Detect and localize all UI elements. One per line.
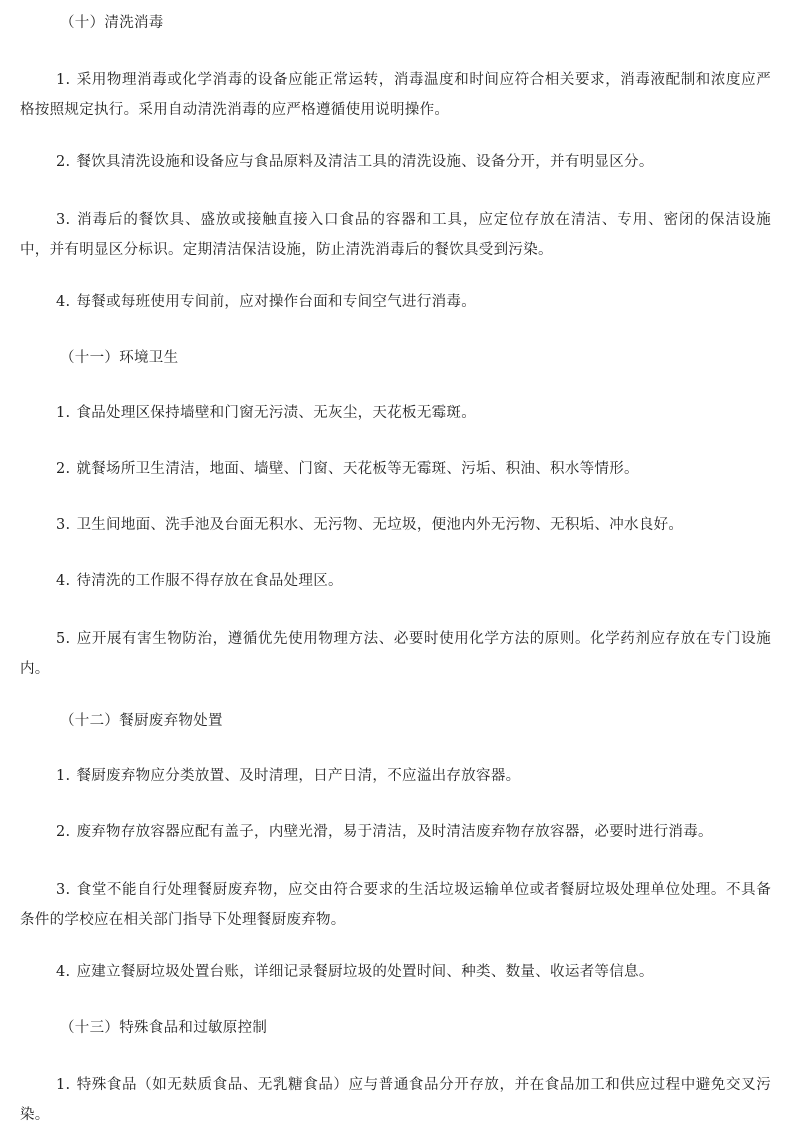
item-text: 应开展有害生物防治，遵循优先使用物理方法、必要时使用化学方法的原则。化学药剂应存放在专门设施内。: [20, 631, 771, 677]
section-kitchen-waste-disposal: [20, 708, 771, 986]
item-text: 应建立餐厨垃圾处置台账，详细记录餐厨垃圾的处置时间、种类、数量、收运者等信息。: [76, 964, 654, 980]
paragraph: [20, 763, 771, 790]
item-number: 3.: [56, 212, 71, 228]
item-text: 食堂不能自行处理餐厨废弃物，应交由符合要求的生活垃圾运输单位或者餐厨垃圾处理单位处理。不具备条件的学校应在相关部门指导下处理餐厨废弃物。: [20, 882, 771, 928]
section-cleaning-disinfection: [20, 10, 771, 316]
item-number: 1.: [56, 72, 71, 88]
item-number: 4.: [56, 294, 71, 310]
item-text: 食品处理区保持墙壁和门窗无污渍、无灰尘，天花板无霉斑。: [76, 405, 477, 421]
section-environmental-hygiene: [20, 345, 771, 684]
item-number: 4.: [56, 573, 71, 589]
section-heading: （十一）环境卫生: [60, 350, 179, 366]
item-number: 1.: [56, 405, 71, 421]
paragraph: [20, 512, 771, 539]
paragraph: [20, 1070, 771, 1130]
item-number: 2.: [56, 824, 71, 840]
paragraph: [20, 400, 771, 427]
item-text: 消毒后的餐饮具、盛放或接触直接入口食品的容器和工具，应定位存放在清洁、专用、密闭的保洁设施中，并有明显区分标识。定期清洁保洁设施，防止清洗消毒后的餐饮具受到污染。: [20, 212, 771, 258]
item-number: 1.: [56, 768, 71, 784]
paragraph: [20, 149, 771, 176]
section-special-food-allergen-control: [20, 1015, 771, 1130]
item-number: 3.: [56, 882, 71, 898]
item-text: 就餐场所卫生清洁，地面、墙壁、门窗、天花板等无霉斑、污垢、积油、积水等情形。: [76, 461, 639, 477]
item-number: 5.: [56, 631, 71, 647]
paragraph: [20, 875, 771, 935]
item-number: 1.: [56, 1077, 71, 1093]
item-text: 餐饮具清洗设施和设备应与食品原料及清洁工具的清洗设施、设备分开，并有明显区分。: [76, 154, 654, 170]
item-number: 3.: [56, 517, 71, 533]
item-text: 废弃物存放容器应配有盖子，内壁光滑，易于清洁，及时清洁废弃物存放容器，必要时进行消毒。: [76, 824, 713, 840]
item-text: 特殊食品（如无麸质食品、无乳糖食品）应与普通食品分开存放，并在食品加工和供应过程中避免交叉污染。: [20, 1077, 771, 1123]
item-text: 每餐或每班使用专间前，应对操作台面和专间空气进行消毒。: [76, 294, 477, 310]
section-heading: （十二）餐厨废弃物处置: [60, 713, 223, 729]
section-heading: （十三）特殊食品和过敏原控制: [60, 1020, 268, 1036]
paragraph: [20, 568, 771, 595]
paragraph: [20, 289, 771, 316]
item-number: 2.: [56, 154, 71, 170]
item-text: 采用物理消毒或化学消毒的设备应能正常运转，消毒温度和时间应符合相关要求，消毒液配制和浓度应严格按照规定执行。采用自动清洗消毒的应严格遵循使用说明操作。: [20, 72, 771, 118]
section-heading: （十）清洗消毒: [60, 15, 164, 31]
paragraph: [20, 456, 771, 483]
paragraph: [20, 205, 771, 265]
item-text: 餐厨废弃物应分类放置、及时清理，日产日清，不应溢出存放容器。: [76, 768, 521, 784]
paragraph: [20, 959, 771, 986]
paragraph: [20, 65, 771, 125]
paragraph: [20, 624, 771, 684]
item-number: 4.: [56, 964, 71, 980]
item-number: 2.: [56, 461, 71, 477]
item-text: 待清洗的工作服不得存放在食品处理区。: [76, 573, 343, 589]
paragraph: [20, 819, 771, 846]
item-text: 卫生间地面、洗手池及台面无积水、无污物、无垃圾，便池内外无污物、无积垢、冲水良好。: [76, 517, 684, 533]
